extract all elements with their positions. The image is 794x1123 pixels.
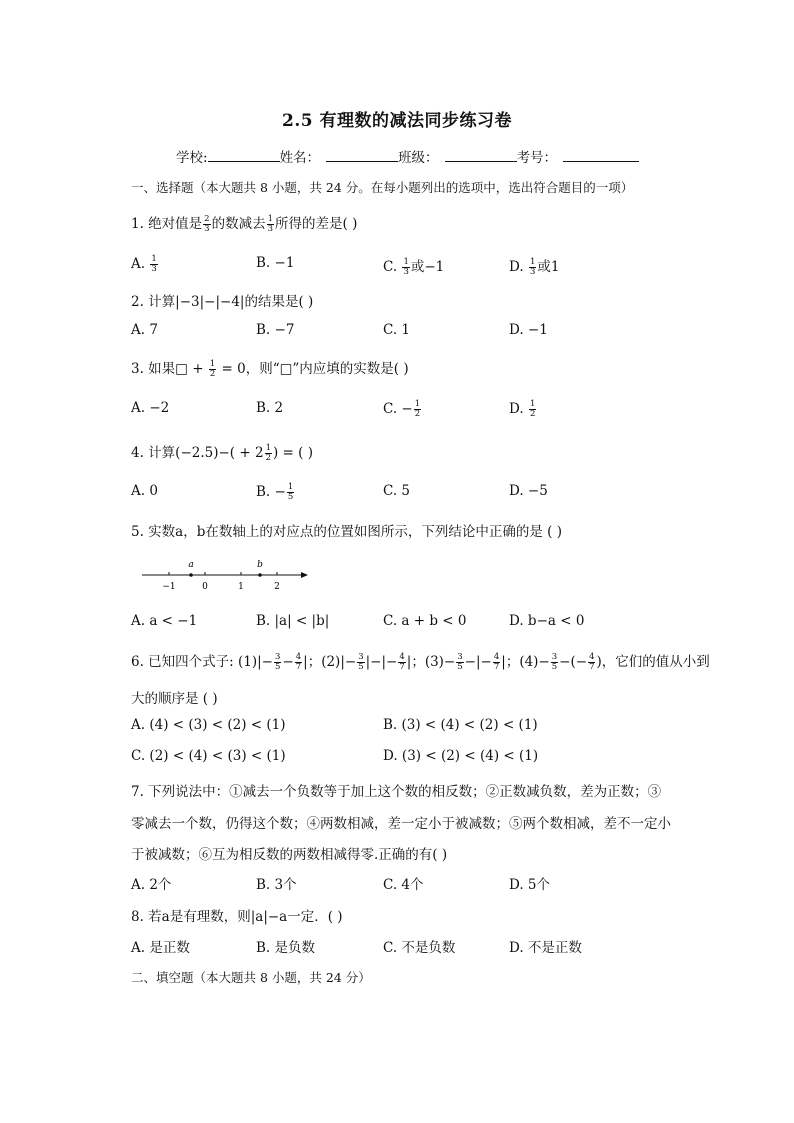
exam-no-blank [563,147,639,162]
q5-option-d[interactable]: D. b−a < 0 [509,613,585,629]
q4-option-a[interactable]: A. 0 [131,483,158,499]
q8-option-a[interactable]: A. 是正数 [131,940,190,956]
name-label: 姓名： [279,150,321,166]
question-7-line1: 7. 下列说法中：①减去一个负数等于加上这个数的相反数；②正数减负数，差为正数；③ [131,784,662,800]
school-blank [208,147,280,162]
q1-option-b[interactable]: B. −1 [256,255,295,271]
class-blank [445,147,517,162]
q1-option-c[interactable]: C. $\frac{1}{3}$ 或−1 [383,257,445,277]
q3-option-d[interactable]: D. $\frac{1}{2}$ [509,399,536,419]
q1-fraction-2: $\frac{1}{3}$ [267,214,274,234]
student-info-line [176,146,639,166]
q5-option-a[interactable]: A. a < −1 [131,613,198,629]
q7-option-b[interactable]: B. 3个 [256,877,297,893]
q1-option-d[interactable]: D. $\frac{1}{3}$ 或1 [509,257,560,277]
question-5: 5. 实数a，b在数轴上的对应点的位置如图所示，下列结论中正确的是 ( ) [131,524,562,540]
section-fill-heading: 二、填空题（本大题共 8 小题，共 24 分） [131,970,371,985]
q3-option-b[interactable]: B. 2 [256,400,284,416]
q7-option-d[interactable]: D. 5个 [509,877,551,893]
number-line-arrow [301,572,308,578]
q5-option-b[interactable]: B. |a| < |b| [256,613,330,629]
q6-option-d[interactable]: D. (3) < (2) < (4) < (1) [383,748,539,764]
q4-option-d[interactable]: D. −5 [509,483,548,499]
q6-option-a[interactable]: A. (4) < (3) < (2) < (1) [131,717,286,733]
name-blank [326,147,398,162]
exam-no-label: 考号： [516,150,558,166]
q8-option-d[interactable]: D. 不是正数 [509,940,582,956]
q5-option-c[interactable]: C. a + b < 0 [383,613,467,629]
q2-option-d[interactable]: D. −1 [509,322,548,338]
q1-fraction-1: $\frac{2}{3}$ [204,214,210,234]
q8-option-b[interactable]: B. 是负数 [256,940,316,956]
school-label: 学校: [176,150,208,166]
q7-option-a[interactable]: A. 2个 [131,877,172,893]
page-title: 2.5 有理数的减法同步练习卷 [282,111,512,131]
axis-label-2: 2 [274,582,280,592]
q3-option-c[interactable]: C. − $\frac{1}{2}$ [383,399,421,419]
question-6: 6. 已知四个式子: (1)|− $\frac{3}{5}$ − $\frac{4}{7}$ |；(2)|− $\frac{3}{5}$ |−|− $\frac{4}{7}$ |；(3)− $\frac{3}{5}$ −|− $\frac{4}{7}$ |；(4)− $\frac{3}{5}$ −(− $\frac{4}{7}$ )，它们的值从小到 [131,652,710,672]
question-4: 4. 计算(−2.5)−( + 2 $\frac{1}{2}$ ) = ( ) [131,443,313,463]
question-3: 3. 如果□ + $\frac{1}{2}$ = 0，则“□”内应填的实数是( ) [131,359,409,379]
q1-text-c: 所得的差是( ) [275,216,358,232]
q4-option-b[interactable]: B. − $\frac{1}{5}$ [256,482,294,502]
q1-text-b: 的数减去 [211,216,266,232]
axis-label-0: 0 [202,582,208,592]
point-b-label: b [257,560,263,570]
section-choice-heading: 一、选择题（本大题共 8 小题，共 24 分。在每小题列出的选项中，选出符合题目的一项） [131,180,634,195]
point-a-label: a [188,560,194,570]
q3-option-a[interactable]: A. −2 [131,400,170,416]
q1-text-a: 1. 绝对值是 [131,216,203,232]
q4-option-c[interactable]: C. 5 [383,483,411,499]
question-8: 8. 若a是有理数，则|a|−a一定．( ) [131,909,343,925]
q8-option-c[interactable]: C. 不是负数 [383,940,456,956]
point-a-marker [189,573,193,577]
class-label: 班级： [398,150,439,166]
point-b-marker [258,573,262,577]
q2-option-a[interactable]: A. 7 [131,322,158,338]
q7-option-c[interactable]: C. 4个 [383,877,424,893]
q1-option-a[interactable]: A. $\frac{1}{3}$ [131,254,157,274]
q2-option-b[interactable]: B. −7 [256,322,295,338]
q6-option-b[interactable]: B. (3) < (4) < (2) < (1) [383,717,538,733]
axis-label-neg1: −1 [162,582,176,592]
question-6-line2: 大的顺序是 ( ) [131,691,218,707]
question-7-line3: 于被减数；⑥互为相反数的两数相减得零.正确的有( ) [131,847,448,863]
question-7-line2: 零减去一个数，仍得这个数；④两数相减，差一定小于被减数；⑤两个数相减，差不一定小 [131,816,671,832]
question-1 [131,212,357,234]
axis-label-1: 1 [238,582,244,592]
number-line-figure [140,555,310,595]
q2-option-c[interactable]: C. 1 [383,322,411,338]
question-2: 2. 计算|−3|−|−4|的结果是( ) [131,294,314,310]
q6-option-c[interactable]: C. (2) < (4) < (3) < (1) [131,748,286,764]
